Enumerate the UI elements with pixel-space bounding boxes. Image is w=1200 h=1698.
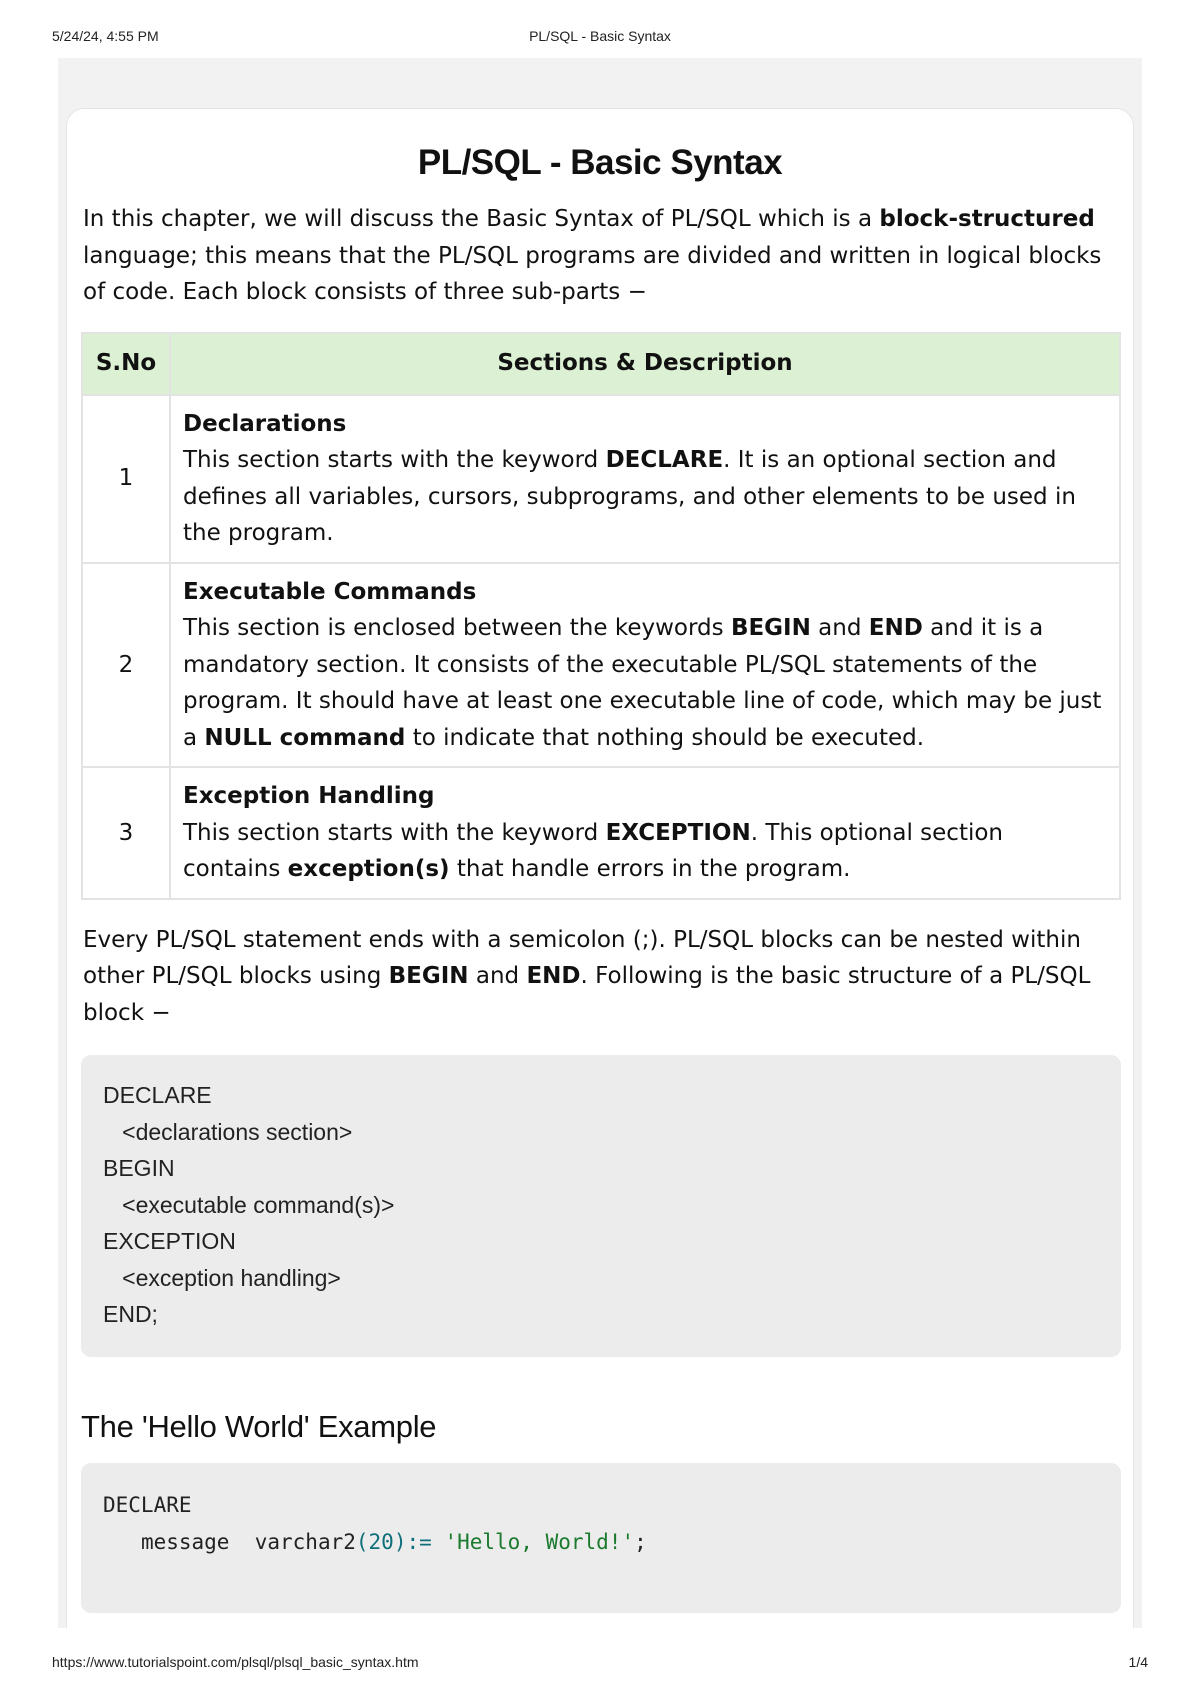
section-title: Declarations xyxy=(183,410,347,437)
code-token: ) xyxy=(393,1529,407,1554)
para-text: and xyxy=(468,963,527,989)
table-row xyxy=(82,395,1120,563)
intro-paragraph xyxy=(81,201,1119,311)
desc-text: This section is enclosed between the keywords xyxy=(183,615,731,641)
para-text: . Following is the basic structure of a PL/SQL block − xyxy=(83,963,1091,1026)
desc-text: . This optional section contains xyxy=(183,819,1004,882)
page-title: PL/SQL - Basic Syntax xyxy=(417,143,783,182)
header-sno: S.No xyxy=(82,333,170,395)
header-description: Sections & Description xyxy=(170,333,1120,395)
para-keyword: BEGIN xyxy=(388,963,469,989)
code-token: ( xyxy=(355,1529,369,1554)
desc-text: . It is an optional section and defines all variables, cursors, subprograms, and other elements to be used in the program. xyxy=(183,447,1076,546)
row-number: 1 xyxy=(82,395,170,563)
desc-text: and it is a mandatory section. It consists of the executable PL/SQL statements of the program. It should have at least one executable line of code, which may be just a xyxy=(183,615,1102,751)
desc-keyword: DECLARE xyxy=(605,447,724,473)
row-description xyxy=(170,563,1120,768)
print-footer xyxy=(0,1650,1200,1690)
desc-keyword: NULL command xyxy=(204,724,406,751)
desc-keyword: END xyxy=(868,615,923,641)
desc-text: This section starts with the keyword xyxy=(183,819,606,846)
page-background xyxy=(58,58,1142,1628)
row-description xyxy=(170,395,1120,563)
row-number: 3 xyxy=(82,767,170,899)
desc-text: that handle errors in the program. xyxy=(449,856,851,882)
desc-keyword: EXCEPTION xyxy=(605,819,751,846)
desc-keyword: BEGIN xyxy=(730,615,811,641)
code-token: message varchar2 xyxy=(140,1529,356,1554)
print-page-number: 1/4 xyxy=(1128,1654,1148,1670)
para-text: Every PL/SQL statement ends with a semicolon (;). PL/SQL blocks can be nested within other PL/SQL blocks using xyxy=(83,926,1081,989)
section-title: Exception Handling xyxy=(183,783,435,809)
hello-world-heading: The 'Hello World' Example xyxy=(81,1409,437,1444)
article-card xyxy=(66,108,1134,1628)
table-row xyxy=(82,563,1120,768)
code-block-structure[interactable]: DECLARE <declarations section> BEGIN <executable command(s)> EXCEPTION <exception handling> END; xyxy=(81,1055,1121,1357)
desc-keyword: exception(s) xyxy=(287,856,450,882)
code-token: ; xyxy=(634,1529,647,1554)
desc-text: to indicate that nothing should be executed. xyxy=(405,724,925,751)
intro-text-2: language; this means that the PL/SQL programs are divided and written in logical blocks of code. Each block consists of three sub-parts − xyxy=(83,242,1102,305)
para-keyword: END xyxy=(526,963,581,989)
table-row xyxy=(82,767,1120,899)
row-number: 2 xyxy=(82,563,170,768)
code-space xyxy=(432,1530,445,1554)
desc-text: and xyxy=(810,615,869,641)
print-page-title: PL/SQL - Basic Syntax xyxy=(529,28,671,44)
print-url[interactable]: https://www.tutorialspoint.com/plsql/plsql_basic_syntax.htm xyxy=(52,1654,419,1670)
section-title: Executable Commands xyxy=(183,578,477,605)
structure-paragraph xyxy=(81,922,1119,1032)
code-string: 'Hello, World!' xyxy=(444,1529,635,1554)
code-operator: := xyxy=(406,1529,432,1554)
code-block-hello-world[interactable] xyxy=(81,1463,1121,1613)
print-datetime: 5/24/24, 4:55 PM xyxy=(52,28,159,44)
intro-bold: block-structured xyxy=(879,206,1095,232)
row-description xyxy=(170,767,1120,899)
code-indent xyxy=(103,1530,141,1554)
code-number: 20 xyxy=(368,1529,394,1554)
sections-table xyxy=(81,332,1121,900)
desc-text: This section starts with the keyword xyxy=(183,447,606,473)
intro-text-1: In this chapter, we will discuss the Basic Syntax of PL/SQL which is a xyxy=(83,206,880,232)
table-header-row xyxy=(82,333,1120,395)
code-token: DECLARE xyxy=(103,1493,192,1517)
